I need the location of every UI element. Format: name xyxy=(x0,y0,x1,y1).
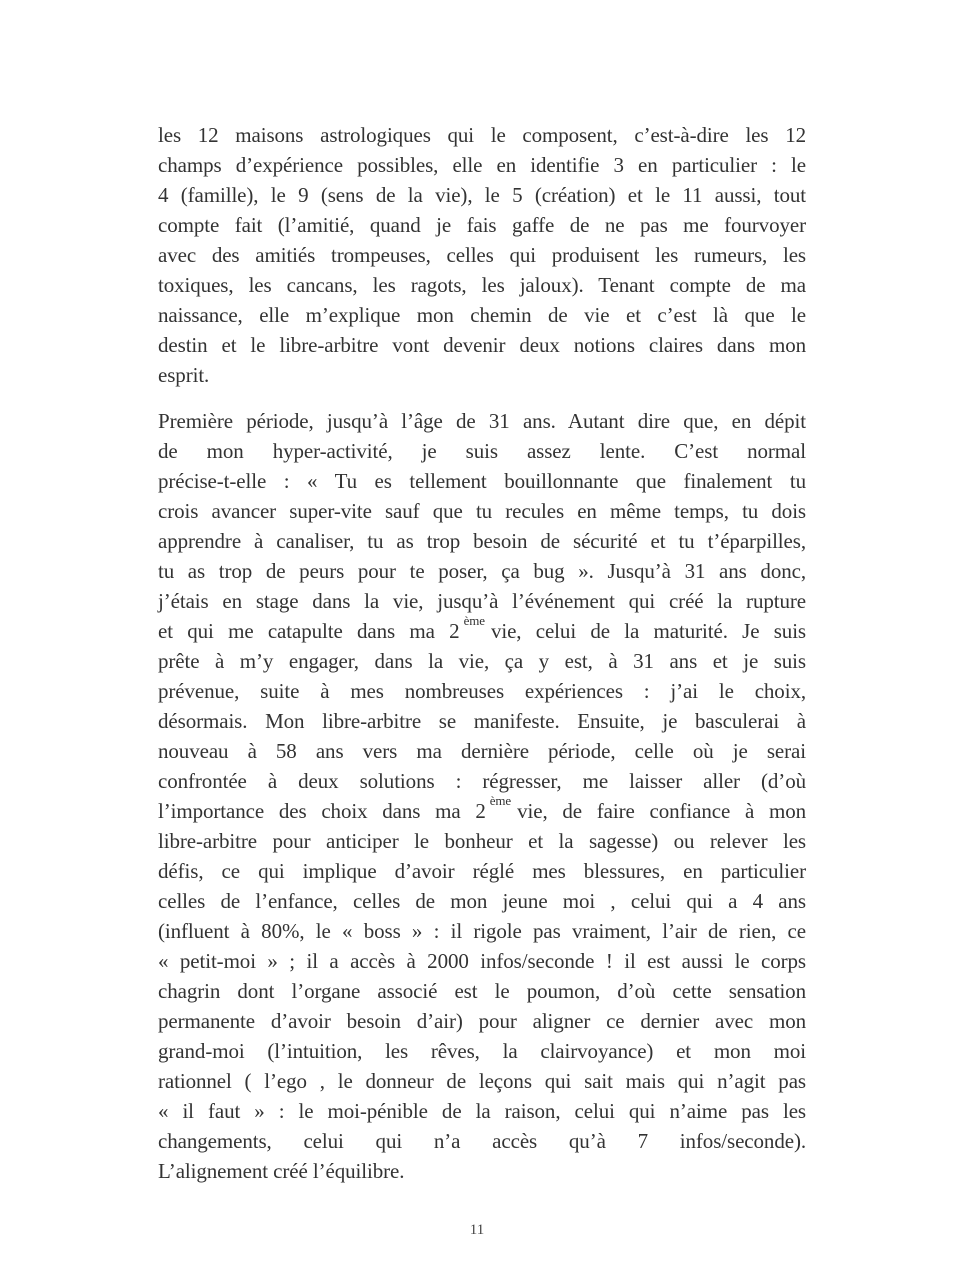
text-line: changements, celui qui n’a accès qu’à 7 infos/seconde). xyxy=(158,1129,806,1153)
text-line: toxiques, les cancans, les ragots, les jaloux). Tenant compte de ma xyxy=(158,273,806,297)
text-line: nouveau à 58 ans vers ma dernière période, celle où je serai xyxy=(158,739,806,763)
text-line: les 12 maisons astrologiques qui le composent, c’est-à-dire les 12 xyxy=(158,123,806,147)
text-line: défis, ce qui implique d’avoir réglé mes blessures, en particulier xyxy=(158,859,806,883)
text-line: prévenue, suite à mes nombreuses expériences : j’ai le choix, xyxy=(158,679,806,703)
text-line: rationnel ( l’ego , le donneur de leçons qui sait mais qui n’agit pas xyxy=(158,1069,806,1093)
text-line: naissance, elle m’explique mon chemin de vie et c’est là que le xyxy=(158,303,806,327)
text-line: Première période, jusqu’à l’âge de 31 ans. Autant dire que, en dépit xyxy=(158,409,806,433)
text-line: champs d’expérience possibles, elle en identifie 3 en particulier : le xyxy=(158,153,806,177)
text-line: destin et le libre-arbitre vont devenir deux notions claires dans mon xyxy=(158,333,806,357)
text-line: permanente d’avoir besoin d’air) pour aligner ce dernier avec mon xyxy=(158,1009,806,1033)
text-line: de mon hyper-activité, je suis assez lente. C’est normal xyxy=(158,439,806,463)
text-segment: et qui me catapulte dans ma 2 xyxy=(158,619,460,643)
text-line: confrontée à deux solutions : régresser, me laisser aller (d’où xyxy=(158,769,806,793)
text-line: esprit. xyxy=(158,363,210,387)
text-line: (influent à 80%, le « boss » : il rigole pas vraiment, l’air de rien, ce xyxy=(158,919,806,943)
text-line: désormais. Mon libre-arbitre se manifeste. Ensuite, je basculerai à xyxy=(158,709,806,733)
text-line: j’étais en stage dans la vie, jusqu’à l’événement qui créé la rupture xyxy=(158,589,806,613)
text-line: « il faut » : le moi-pénible de la raison, celui qui n’aime pas les xyxy=(158,1099,806,1123)
text-line: L’alignement créé l’équilibre. xyxy=(158,1159,405,1183)
text-line: celles de l’enfance, celles de mon jeune moi , celui qui a 4 ans xyxy=(158,889,806,913)
text-segment: vie, celui de la maturité. Je suis xyxy=(490,619,807,643)
text-line: chagrin dont l’organe associé est le poumon, d’où cette sensation xyxy=(158,979,806,1003)
ordinal-superscript: ème xyxy=(489,793,512,808)
text-segment: l’importance des choix dans ma 2 xyxy=(158,799,486,823)
text-line: avec des amitiés trompeuses, celles qui produisent les rumeurs, les xyxy=(158,243,806,267)
ordinal-superscript: ème xyxy=(463,613,485,628)
text-line: compte fait (l’amitié, quand je fais gaffe de ne pas me fourvoyer xyxy=(158,213,806,237)
text-line: 4 (famille), le 9 (sens de la vie), le 5 (création) et le 11 aussi, tout xyxy=(158,183,806,207)
paragraph-astrological-houses xyxy=(158,120,806,390)
text-line: précise-t-elle : « Tu es tellement bouillonnante que finalement tu xyxy=(158,469,806,493)
page-number: 11 xyxy=(469,1222,485,1238)
paragraph-life-periods xyxy=(158,406,806,1186)
text-line: « petit-moi » ; il a accès à 2000 infos/seconde ! il est aussi le corps xyxy=(158,949,806,973)
text-line: crois avancer super-vite sauf que tu recules en même temps, tu dois xyxy=(158,499,806,523)
text-line xyxy=(158,793,806,826)
text-line: prête à m’y engager, dans la vie, ça y est, à 31 ans et je suis xyxy=(158,649,806,673)
text-line xyxy=(158,613,807,646)
text-line: tu as trop de peurs pour te poser, ça bug ». Jusqu’à 31 ans donc, xyxy=(158,559,806,583)
text-segment: vie, de faire confiance à mon xyxy=(517,799,806,823)
text-line: grand-moi (l’intuition, les rêves, la clairvoyance) et mon moi xyxy=(158,1039,806,1063)
text-line: apprendre à canaliser, tu as trop besoin de sécurité et tu t’éparpilles, xyxy=(158,529,806,553)
text-line: libre-arbitre pour anticiper le bonheur et la sagesse) ou relever les xyxy=(158,829,806,853)
